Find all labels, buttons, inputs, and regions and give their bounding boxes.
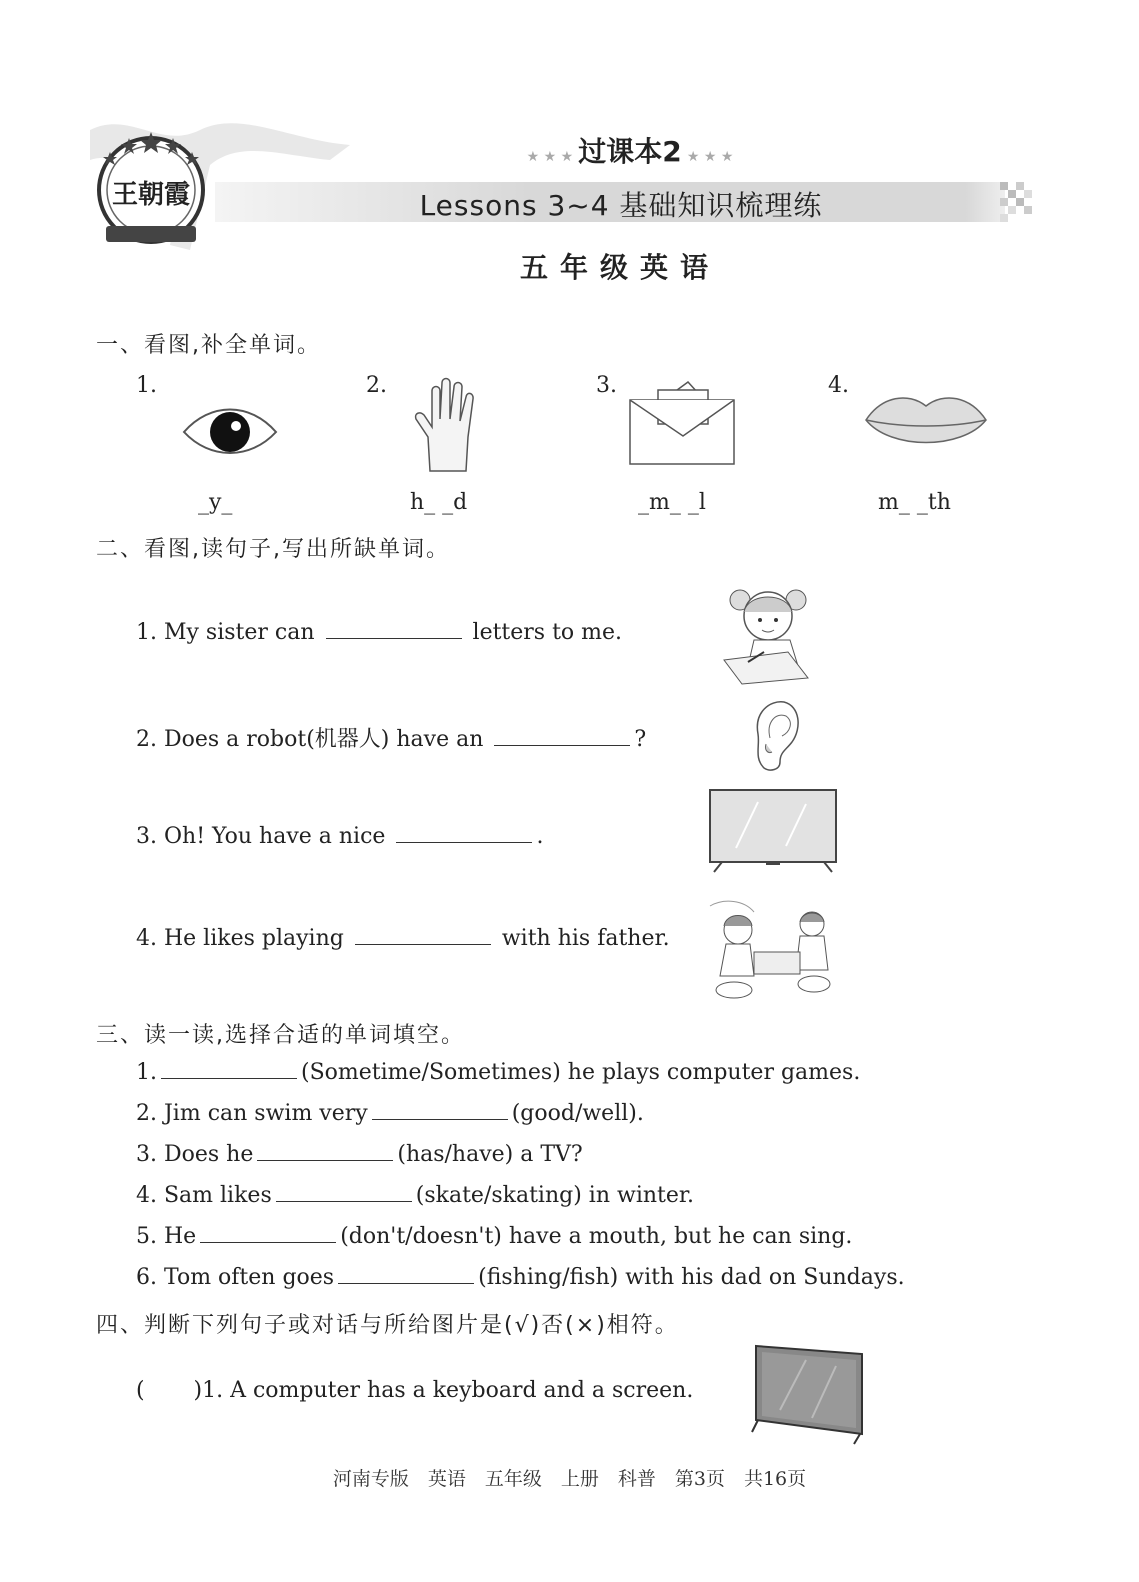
chess-players-icon (704, 896, 840, 1000)
answer-blank[interactable] (257, 1142, 393, 1161)
girl-writing-icon (718, 582, 818, 686)
sentence (136, 926, 670, 951)
judge-text: 1. A computer has a keyboard and a screen. (202, 1378, 694, 1403)
star-icon: ★ ★ ★ (526, 149, 574, 165)
answer-blank[interactable] (494, 727, 630, 746)
series-title: 过课本2 (578, 135, 682, 168)
item-number: 1. (136, 373, 157, 398)
word-blank: _y_ (198, 490, 233, 515)
section3-title: 三、读一读,选择合适的单词填空。 (96, 1023, 465, 1048)
lips-icon (862, 390, 990, 454)
tv-icon (706, 788, 840, 874)
sentence-before: 3. Does he (136, 1142, 254, 1167)
ear-icon (750, 698, 802, 772)
sentence (136, 1183, 694, 1208)
answer-blank[interactable] (372, 1101, 508, 1120)
sentence (136, 620, 622, 645)
monitor-icon (750, 1340, 868, 1448)
star-icon: ★ ★ ★ (686, 149, 734, 165)
section2-title: 二、看图,读句子,写出所缺单词。 (96, 537, 450, 562)
answer-blank[interactable] (338, 1265, 474, 1284)
answer-paren[interactable]: ( ) (136, 1378, 203, 1403)
answer-blank[interactable] (200, 1224, 336, 1243)
sentence-before: 1. (136, 1060, 157, 1085)
section1-title: 一、看图,补全单词。 (96, 333, 321, 358)
sentence-before: 2. Does a robot(机器人) have an (136, 727, 484, 752)
sentence (136, 1265, 905, 1290)
answer-blank[interactable] (355, 926, 491, 945)
page-footer: 河南专版 英语 五年级 上册 科普 第3页 共16页 (332, 1468, 807, 1490)
answer-blank[interactable] (396, 824, 532, 843)
answer-blank[interactable] (161, 1060, 297, 1079)
sentence-before: 6. Tom often goes (136, 1265, 335, 1290)
word-blank: h_ _d (410, 490, 468, 515)
item-number: 4. (828, 373, 849, 398)
sentence-before: 2. Jim can swim very (136, 1101, 368, 1126)
sentence-after: (good/well). (511, 1101, 644, 1126)
item-number: 2. (366, 373, 387, 398)
word-blank: m_ _th (878, 490, 951, 515)
eye-icon (180, 402, 280, 462)
sentence-after: . (536, 824, 544, 849)
item-number: 3. (596, 373, 617, 398)
sentence-after: (has/have) a TV? (397, 1142, 583, 1167)
sentence-after: (fishing/fish) with his dad on Sundays. (478, 1265, 905, 1290)
answer-blank[interactable] (326, 620, 462, 639)
series-title-row (500, 130, 760, 170)
sentence-after: letters to me. (472, 620, 623, 645)
sentence (136, 1142, 583, 1167)
word-blank: _m_ _l (638, 490, 706, 515)
logo-text: 王朝霞 (111, 180, 190, 210)
sentence-before: 4. Sam likes (136, 1183, 272, 1208)
sentence-after: with his father. (501, 926, 670, 951)
sentence-after: (don't/doesn't) have a mouth, but he can sing. (340, 1224, 853, 1249)
sentence-before: 4. He likes playing (136, 926, 344, 951)
sentence-after: (Sometime/Sometimes) he plays computer games. (301, 1060, 861, 1085)
sentence-before: 5. He (136, 1224, 197, 1249)
sentence-before: 3. Oh! You have a nice (136, 824, 386, 849)
sentence-before: 1. My sister can (136, 620, 315, 645)
logo (92, 128, 210, 246)
lesson-title: Lessons 3~4 基础知识梳理练 (419, 189, 823, 222)
header (0, 0, 1139, 300)
page-subtitle: 五年级英语 (519, 251, 720, 284)
envelope-icon (628, 380, 738, 468)
sentence-after: ? (634, 727, 647, 752)
answer-blank[interactable] (276, 1183, 412, 1202)
hand-icon (410, 375, 482, 475)
sentence (136, 824, 543, 849)
section4-title: 四、判断下列句子或对话与所给图片是(√)否(×)相符。 (96, 1313, 679, 1338)
sentence (136, 1224, 852, 1249)
sentence (136, 1060, 860, 1085)
sentence-after: (skate/skating) in winter. (415, 1183, 694, 1208)
sentence (136, 722, 646, 753)
judge-item (136, 1378, 693, 1403)
sentence (136, 1101, 644, 1126)
